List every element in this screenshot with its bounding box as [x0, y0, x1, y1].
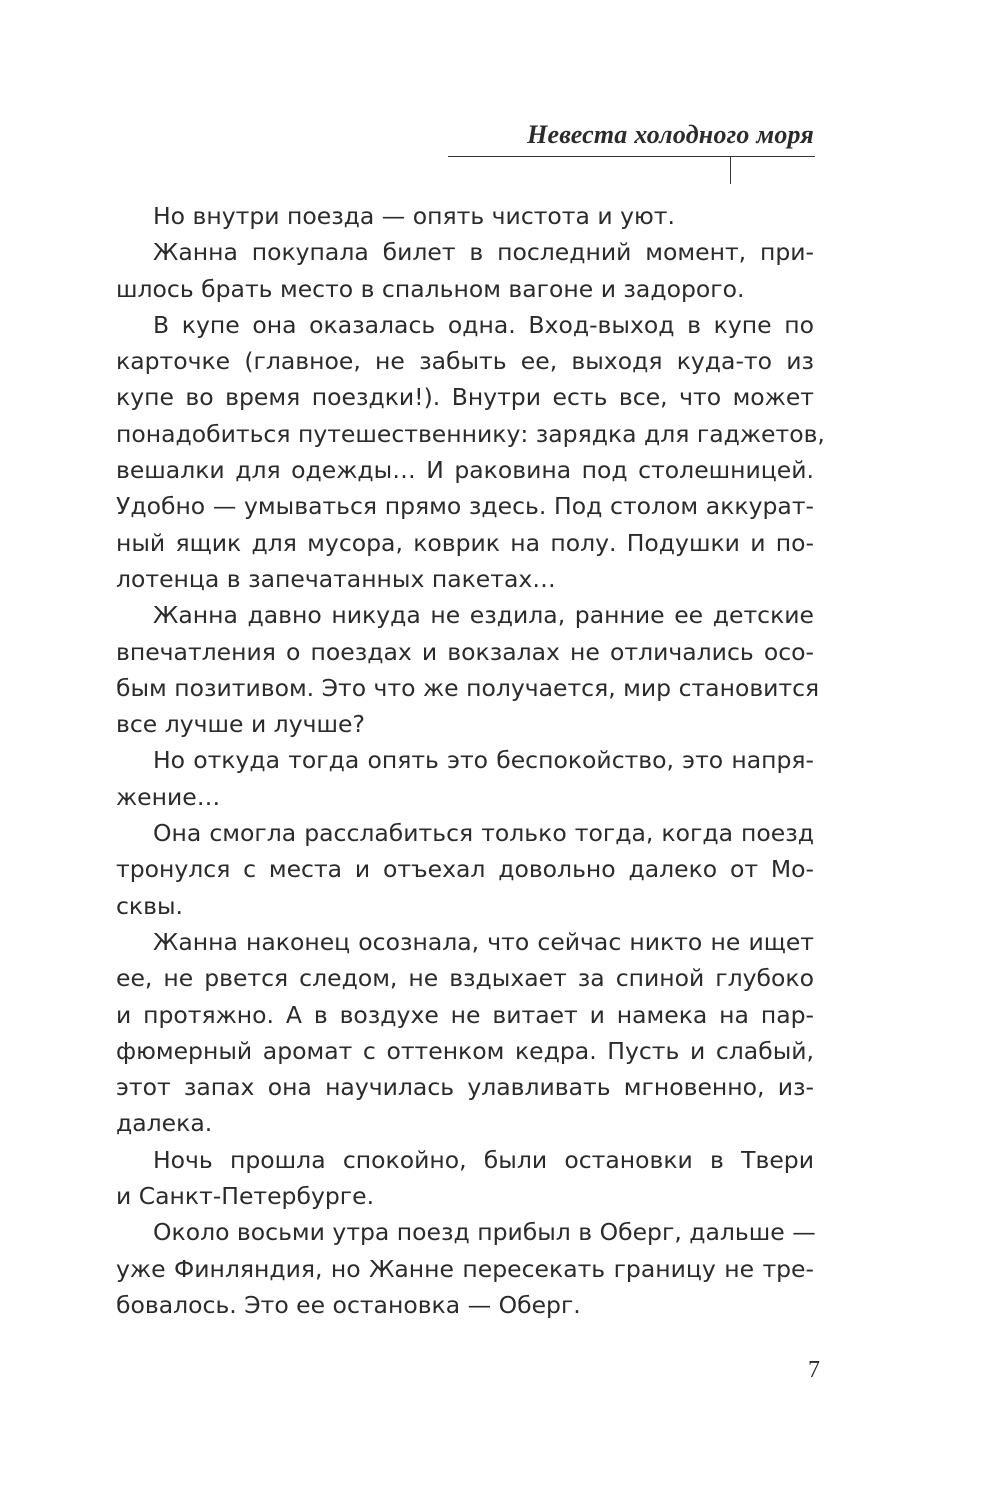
- text-line: далека.: [116, 1109, 213, 1138]
- text-line: Жанна наконец осознала, что сейчас никто не ищет: [153, 927, 814, 956]
- text-line: купе во время поездки!). Внутри есть все, что может: [116, 383, 814, 412]
- text-line: бым позитивом. Это что же получается, мир становится: [116, 673, 820, 702]
- paragraph: [116, 924, 814, 1142]
- text-line: Ночь прошла спокойно, были остановки в Твери: [153, 1145, 814, 1174]
- text-line: шлось брать место в спальном вагоне и задорого.: [116, 274, 745, 303]
- paragraph: [116, 198, 814, 234]
- text-line: понадобиться путешественнику: зарядка для гаджетов,: [116, 419, 825, 448]
- text-line: фюмерный аромат с оттенком кедра. Пусть и слабый,: [116, 1036, 814, 1065]
- text-line: В купе она оказалась одна. Вход-выход в купе по: [153, 310, 814, 339]
- body-text: [116, 198, 825, 1323]
- running-head: Невеста холодного моря: [527, 120, 814, 149]
- text-line: лотенца в запечатанных пакетах…: [116, 564, 556, 593]
- text-line: уже Финляндия, но Жанне пересекать границу не тре-: [116, 1254, 814, 1283]
- text-line: карточке (главное, не забыть ее, выходя куда-то из: [116, 347, 814, 376]
- text-line: впечатления о поездах и вокзалах не отличались осо-: [116, 637, 814, 666]
- text-line: и протяжно. А в воздухе не витает и намека на пар-: [116, 1000, 814, 1029]
- paragraph: [116, 1142, 814, 1215]
- text-line: этот запах она научилась улавливать мгновенно, из-: [116, 1073, 814, 1102]
- text-line: сквы.: [116, 891, 183, 920]
- paragraph: [116, 1214, 814, 1323]
- text-line: ный ящик для мусора, коврик на полу. Подушки и по-: [116, 528, 814, 557]
- running-head-tick: [730, 156, 731, 184]
- text-line: Жанна покупала билет в последний момент, при-: [153, 238, 814, 267]
- text-line: Но откуда тогда опять это беспокойство, это напря-: [153, 746, 814, 775]
- text-line: Но внутри поезда — опять чистота и уют.: [153, 202, 675, 230]
- paragraph: [116, 307, 825, 597]
- text-line: Она смогла расслабиться только тогда, когда поезд: [153, 819, 814, 848]
- paragraph: [116, 234, 814, 307]
- text-line: жение…: [116, 782, 221, 811]
- text-line: Удобно — умываться прямо здесь. Под столом аккурат-: [116, 492, 814, 521]
- paragraph: [116, 742, 814, 815]
- text-line: и Санкт-Петербурге.: [116, 1182, 375, 1211]
- paragraph: [116, 597, 820, 742]
- text-line: ее, не рвется следом, не вздыхает за спиной глубоко: [116, 964, 814, 993]
- page-number: 7: [808, 1357, 820, 1383]
- text-line: тронулся с места и отъехал довольно далеко от Мо-: [116, 855, 814, 884]
- paragraph: [116, 815, 814, 924]
- text-line: бовалось. Это ее остановка — Оберг.: [116, 1290, 581, 1319]
- text-line: Жанна давно никуда не ездила, ранние ее детские: [153, 601, 814, 630]
- running-head-rule: [448, 156, 815, 157]
- text-line: Около восьми утра поезд прибыл в Оберг, дальше —: [153, 1218, 816, 1247]
- text-line: все лучше и лучше?: [116, 710, 365, 739]
- text-line: вешалки для одежды… И раковина под столешницей.: [116, 456, 814, 485]
